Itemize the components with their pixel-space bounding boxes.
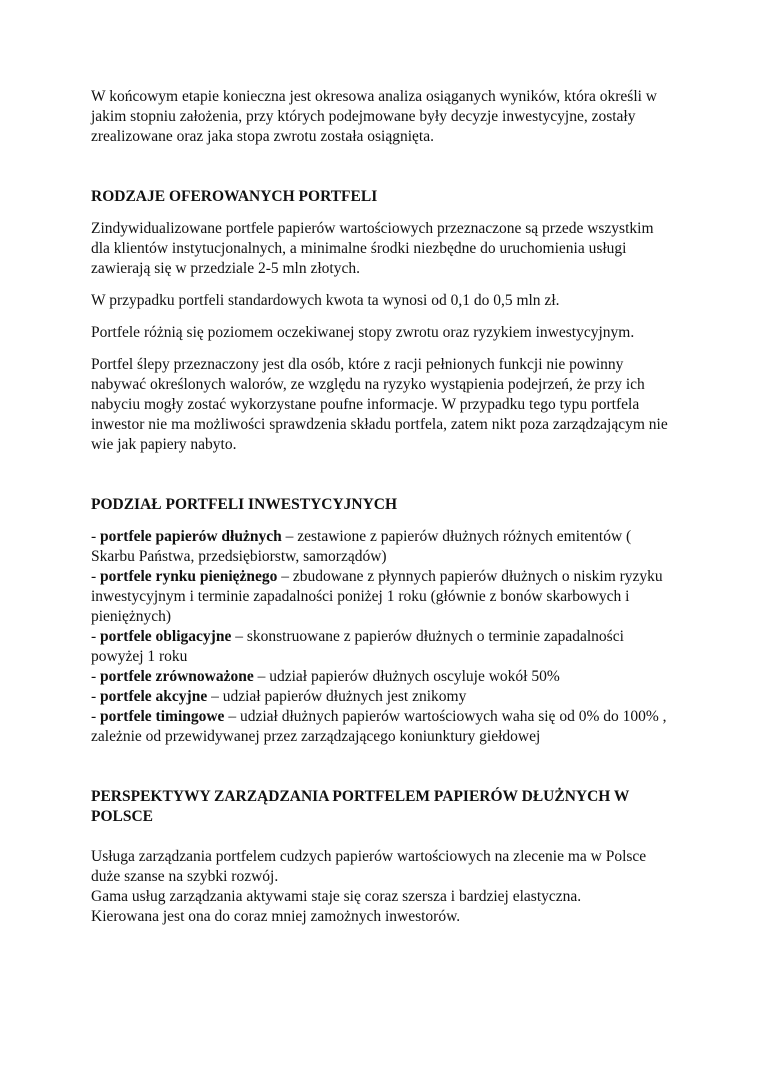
list-desc: – udział dłużnych papierów wartościowych waha się od 0% do 100% , zależnie od przewidywanej przez zarządzającego koniunktury giełdowej [91,708,667,745]
list-desc: – zbudowane z płynnych papierów dłużnych o niskim ryzyku inwestycyjnym i terminie zapadalności poniżej 1 roku (głównie z bonów skarbowych i pieniężnych) [91,568,663,625]
list-term: portfele rynku pieniężnego [100,568,278,585]
list-item [91,627,671,667]
section-heading-portfolio-division: PODZIAŁ PORTFELI INWESTYCYJNYCH [91,496,398,513]
list-term: portfele obligacyjne [100,628,232,645]
document-page [91,87,671,927]
list-desc: – udział papierów dłużnych oscyluje wokół 50% [253,668,560,685]
section-heading-offered-portfolios: RODZAJE OFEROWANYCH PORTFELI [91,188,378,205]
list-dash: - [91,688,101,705]
list-dash: - [91,628,101,645]
list-item [91,527,671,567]
list-term: portfele papierów dłużnych [100,528,282,545]
list-desc: – skonstruowane z papierów dłużnych o terminie zapadalności powyżej 1 roku [91,628,624,665]
list-desc: – udział papierów dłużnych jest znikomy [207,688,467,705]
paragraph-blind-portfolio: Portfel ślepy przeznaczony jest dla osób, które z racji pełnionych funkcji nie powinny nabywać określonych walorów, ze względu na ryzyko wystąpienia podejrzeń, że przy ich nabyciu mogły zostać wykorzystane poufne informacje. W przypadku tego typu portfela inwestor nie ma możliwości sprawdzenia składu portfela, zatem nikt poza zarządzającym nie wie jak papiery nabyto. [91,356,668,453]
paragraph-portfolio-differences: Portfele różnią się poziomem oczekiwanej stopy zwrotu oraz ryzykiem inwestycyjnym. [91,324,635,341]
list-dash: - [91,568,101,585]
list-desc: – zestawione z papierów dłużnych różnych emitentów ( Skarbu Państwa, przedsiębiorstw, samorządów) [91,528,632,565]
list-item [91,687,671,707]
list-term: portfele akcyjne [100,688,208,705]
section-heading-perspectives: PERSPEKTYWY ZARZĄDZANIA PORTFELEM PAPIERÓW DŁUŻNYCH W POLSCE [91,788,630,825]
list-item [91,707,671,747]
list-item [91,567,671,627]
list-term: portfele timingowe [100,708,225,725]
list-term: portfele zrównoważone [100,668,254,685]
list-dash: - [91,668,101,685]
list-dash: - [91,528,101,545]
paragraph-service-prospects: Usługa zarządzania portfelem cudzych papierów wartościowych na zlecenie ma w Polsce duże szanse na szybki rozwój. [91,848,647,885]
list-dash: - [91,708,101,725]
perspectives-block [91,847,671,927]
paragraph-standard-portfolios: W przypadku portfeli standardowych kwota ta wynosi od 0,1 do 0,5 mln zł. [91,292,560,309]
intro-paragraph: W końcowym etapie konieczna jest okresowa analiza osiąganych wyników, która określi w jakim stopniu założenia, przy których podejmowane były decyzje inwestycyjne, zostały zrealizowane oraz jaka stopa zwrotu została osiągnięta. [91,88,657,145]
list-item [91,667,671,687]
paragraph-service-range: Gama usług zarządzania aktywami staje się coraz szersza i bardziej elastyczna. [91,888,582,905]
paragraph-individual-portfolios: Zindywidualizowane portfele papierów wartościowych przeznaczone są przede wszystkim dla klientów instytucjonalnych, a minimalne środki niezbędne do uruchomienia usługi zawierają się w przedziale 2-5 mln złotych. [91,220,654,277]
paragraph-target-investors: Kierowana jest ona do coraz mniej zamożnych inwestorów. [91,908,461,925]
portfolio-types-list [91,527,671,747]
